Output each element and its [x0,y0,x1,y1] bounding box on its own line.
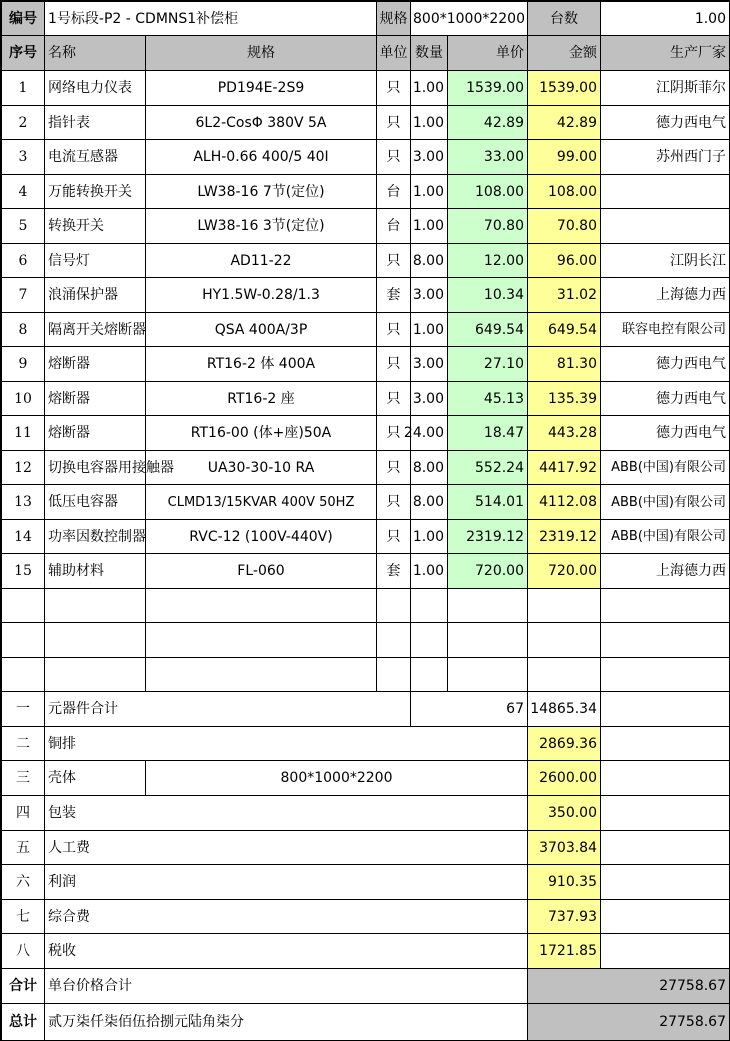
row-maker[interactable]: 江阴斯菲尔 [601,71,730,106]
row-price[interactable]: 27.10 [448,347,528,382]
summary-amount[interactable]: 2600.00 [528,761,601,796]
empty-cell[interactable] [146,589,377,623]
row-spec[interactable]: LW38-16 7节(定位) [146,175,377,209]
empty-cell[interactable] [601,692,730,727]
row-seq: 6 [0,244,45,278]
summary-name[interactable]: 综合费 [45,900,528,934]
empty-cell[interactable] [146,623,377,658]
row-name[interactable]: 熔断器 [45,347,146,382]
row-amount[interactable]: 99.00 [528,140,601,175]
row-name[interactable]: 低压电容器 [45,485,146,520]
row-name[interactable]: 隔离开关熔断器 [45,313,146,347]
summary-name[interactable]: 元器件合计 [45,692,411,727]
empty-cell[interactable] [377,658,411,692]
empty-cell[interactable] [448,623,528,658]
row-amount[interactable]: 81.30 [528,347,601,382]
empty-cell[interactable] [601,831,730,865]
row-maker[interactable]: 德力西电气 [601,347,730,382]
empty-cell[interactable] [377,589,411,623]
row-spec[interactable]: CLMD13/15KVAR 400V 50HZ [146,485,377,520]
row-seq: 8 [0,313,45,347]
row-price[interactable]: 720.00 [448,554,528,589]
row-maker[interactable]: 上海德力西 [601,278,730,313]
row-price[interactable]: 33.00 [448,140,528,175]
row-unit[interactable]: 只 [377,106,411,140]
count-value[interactable]: 1.00 [601,0,730,36]
row-qty[interactable]: 3.00 [411,278,448,313]
row-seq: 5 [0,209,45,244]
row-unit[interactable]: 只 [377,416,411,451]
empty-cell[interactable] [601,727,730,761]
empty-cell[interactable] [45,589,146,623]
row-name[interactable]: 辅助材料 [45,554,146,589]
row-spec[interactable]: QSA 400A/3P [146,313,377,347]
count-label: 台数 [528,0,601,36]
row-spec[interactable]: ALH-0.66 400/5 40I [146,140,377,175]
row-qty[interactable]: 1.00 [411,554,448,589]
summary-name[interactable]: 人工费 [45,831,528,865]
row-qty[interactable]: 8.00 [411,244,448,278]
empty-cell[interactable] [146,658,377,692]
row-qty[interactable]: 1.00 [411,520,448,554]
grand-total-words: 贰万柒仟柒佰伍拾捌元陆角柒分 [45,1004,528,1041]
row-qty[interactable]: 3.00 [411,140,448,175]
summary-seq: 四 [0,796,45,831]
summary-seq: 三 [0,761,45,796]
row-spec[interactable]: UA30-30-10 RA [146,451,377,485]
summary-amount[interactable]: 1721.85 [528,934,601,969]
row-price[interactable]: 552.24 [448,451,528,485]
summary-name[interactable]: 铜排 [45,727,528,761]
row-amount[interactable]: 443.28 [528,416,601,451]
row-maker[interactable]: 江阴长江 [601,244,730,278]
summary-seq: 八 [0,934,45,969]
row-qty[interactable]: 1.00 [411,71,448,106]
row-amount[interactable]: 4112.08 [528,485,601,520]
empty-cell[interactable] [0,589,45,623]
summary-qty-total[interactable]: 67 [411,692,528,727]
empty-cell[interactable] [601,900,730,934]
row-maker[interactable]: 上海德力西 [601,554,730,589]
empty-cell[interactable] [448,589,528,623]
row-amount[interactable]: 31.02 [528,278,601,313]
empty-cell[interactable] [377,623,411,658]
row-maker[interactable] [601,175,730,209]
row-unit[interactable]: 只 [377,244,411,278]
row-name[interactable]: 熔断器 [45,416,146,451]
row-qty[interactable]: 1.00 [411,313,448,347]
row-unit[interactable]: 台 [377,209,411,244]
summary-amount[interactable]: 737.93 [528,900,601,934]
row-qty[interactable]: 1.00 [411,175,448,209]
empty-cell[interactable] [45,658,146,692]
empty-cell[interactable] [411,658,448,692]
summary-seq: 七 [0,900,45,934]
row-amount[interactable]: 135.39 [528,382,601,416]
row-seq: 4 [0,175,45,209]
row-spec[interactable]: RT16-00 (体+座)50A [146,416,377,451]
row-spec[interactable]: AD11-22 [146,244,377,278]
row-name[interactable]: 转换开关 [45,209,146,244]
summary-name[interactable]: 利润 [45,865,528,900]
row-amount[interactable]: 4417.92 [528,451,601,485]
summary-seq: 五 [0,831,45,865]
row-spec[interactable]: 6L2-CosΦ 380V 5A [146,106,377,140]
row-spec[interactable]: RT16-2 体 400A [146,347,377,382]
row-seq: 2 [0,106,45,140]
row-name[interactable]: 网络电力仪表 [45,71,146,106]
summary-amount[interactable]: 14865.34 [528,692,601,727]
subtotal-value[interactable]: 27758.67 [528,969,730,1004]
row-maker[interactable]: ABB(中国)有限公司 [601,485,730,520]
row-maker[interactable]: 德力西电气 [601,416,730,451]
row-price[interactable]: 45.13 [448,382,528,416]
row-price[interactable]: 649.54 [448,313,528,347]
row-name[interactable]: 电流互感器 [45,140,146,175]
row-seq: 1 [0,71,45,106]
row-unit[interactable]: 只 [377,71,411,106]
spec-label: 规格 [377,0,411,36]
row-seq: 13 [0,485,45,520]
empty-cell[interactable] [528,658,601,692]
row-spec[interactable]: PD194E-2S9 [146,71,377,106]
row-spec[interactable]: RT16-2 座 [146,382,377,416]
row-price[interactable]: 12.00 [448,244,528,278]
row-amount[interactable]: 2319.12 [528,520,601,554]
empty-cell[interactable] [601,658,730,692]
row-seq: 12 [0,451,45,485]
row-spec[interactable]: FL-060 [146,554,377,589]
row-unit[interactable]: 套 [377,278,411,313]
row-unit[interactable]: 只 [377,313,411,347]
summary-amount[interactable]: 2869.36 [528,727,601,761]
row-qty[interactable]: 1.00 [411,209,448,244]
row-amount[interactable]: 42.89 [528,106,601,140]
row-qty[interactable]: 24.00 [411,416,448,451]
empty-cell[interactable] [0,623,45,658]
row-maker[interactable]: 联容电控有限公司 [601,313,730,347]
row-unit[interactable]: 只 [377,451,411,485]
summary-amount[interactable]: 910.35 [528,865,601,900]
row-spec[interactable]: RVC-12 (100V-440V) [146,520,377,554]
row-name[interactable]: 切换电容器用接触器 [45,451,146,485]
row-price[interactable]: 18.47 [448,416,528,451]
row-name[interactable]: 浪涌保护器 [45,278,146,313]
empty-cell[interactable] [601,934,730,969]
row-price[interactable]: 2319.12 [448,520,528,554]
summary-name[interactable]: 税收 [45,934,528,969]
empty-cell[interactable] [601,623,730,658]
row-unit[interactable]: 只 [377,485,411,520]
row-seq: 11 [0,416,45,451]
col-seq-header: 序号 [0,36,45,71]
summary-name[interactable]: 包装 [45,796,528,831]
empty-cell[interactable] [528,623,601,658]
subtotal-name: 单台价格合计 [45,969,528,1004]
code-value[interactable]: 1号标段-P2 - CDMNS1补偿柜 [45,0,377,36]
row-price[interactable]: 10.34 [448,278,528,313]
row-price[interactable]: 108.00 [448,175,528,209]
row-qty[interactable]: 8.00 [411,451,448,485]
empty-cell[interactable] [45,623,146,658]
summary-name[interactable]: 壳体 [45,761,146,796]
summary-spec[interactable]: 800*1000*2200 [146,761,528,796]
empty-cell[interactable] [601,796,730,831]
summary-amount[interactable]: 3703.84 [528,831,601,865]
row-amount[interactable]: 1539.00 [528,71,601,106]
empty-cell[interactable] [601,865,730,900]
row-spec[interactable]: LW38-16 3节(定位) [146,209,377,244]
empty-cell[interactable] [448,658,528,692]
row-amount[interactable]: 96.00 [528,244,601,278]
row-name[interactable]: 熔断器 [45,382,146,416]
row-unit[interactable]: 只 [377,140,411,175]
row-amount[interactable]: 108.00 [528,175,601,209]
col-unit-header: 单位 [377,36,411,71]
row-price[interactable]: 42.89 [448,106,528,140]
row-unit[interactable]: 台 [377,175,411,209]
row-unit[interactable]: 只 [377,382,411,416]
row-price[interactable]: 1539.00 [448,71,528,106]
empty-cell[interactable] [528,589,601,623]
row-seq: 9 [0,347,45,382]
row-maker[interactable]: ABB(中国)有限公司 [601,520,730,554]
summary-seq: 一 [0,692,45,727]
row-name[interactable]: 指针表 [45,106,146,140]
row-price[interactable]: 70.80 [448,209,528,244]
row-maker[interactable]: 德力西电气 [601,382,730,416]
row-price[interactable]: 514.01 [448,485,528,520]
col-price-header: 单价 [448,36,528,71]
row-seq: 14 [0,520,45,554]
row-unit[interactable]: 只 [377,347,411,382]
summary-seq: 六 [0,865,45,900]
row-amount[interactable]: 720.00 [528,554,601,589]
col-spec-header: 规格 [146,36,377,71]
row-seq: 7 [0,278,45,313]
subtotal-label: 合计 [0,969,45,1004]
row-seq: 15 [0,554,45,589]
row-unit[interactable]: 套 [377,554,411,589]
col-maker-header: 生产厂家 [601,36,730,71]
row-unit[interactable]: 只 [377,520,411,554]
code-label: 编号 [0,0,45,36]
row-qty[interactable]: 8.00 [411,485,448,520]
row-seq: 10 [0,382,45,416]
col-name-header: 名称 [45,36,146,71]
summary-seq: 二 [0,727,45,761]
row-name[interactable]: 功率因数控制器 [45,520,146,554]
row-qty[interactable]: 3.00 [411,347,448,382]
empty-cell[interactable] [411,623,448,658]
empty-cell[interactable] [601,761,730,796]
row-maker[interactable]: ABB(中国)有限公司 [601,451,730,485]
row-amount[interactable]: 70.80 [528,209,601,244]
row-amount[interactable]: 649.54 [528,313,601,347]
spec-value[interactable]: 800*1000*2200 [411,0,528,36]
row-seq: 3 [0,140,45,175]
col-qty-header: 数量 [411,36,448,71]
empty-cell[interactable] [601,589,730,623]
col-amount-header: 金额 [528,36,601,71]
row-name[interactable]: 万能转换开关 [45,175,146,209]
row-qty[interactable]: 1.00 [411,106,448,140]
row-name[interactable]: 信号灯 [45,244,146,278]
summary-amount[interactable]: 350.00 [528,796,601,831]
row-qty[interactable]: 3.00 [411,382,448,416]
empty-cell[interactable] [411,589,448,623]
row-spec[interactable]: HY1.5W-0.28/1.3 [146,278,377,313]
row-maker[interactable] [601,209,730,244]
grand-total-value[interactable]: 27758.67 [528,1004,730,1041]
empty-cell[interactable] [0,658,45,692]
grand-total-label: 总计 [0,1004,45,1041]
row-maker[interactable]: 苏州西门子 [601,140,730,175]
row-maker[interactable]: 德力西电气 [601,106,730,140]
